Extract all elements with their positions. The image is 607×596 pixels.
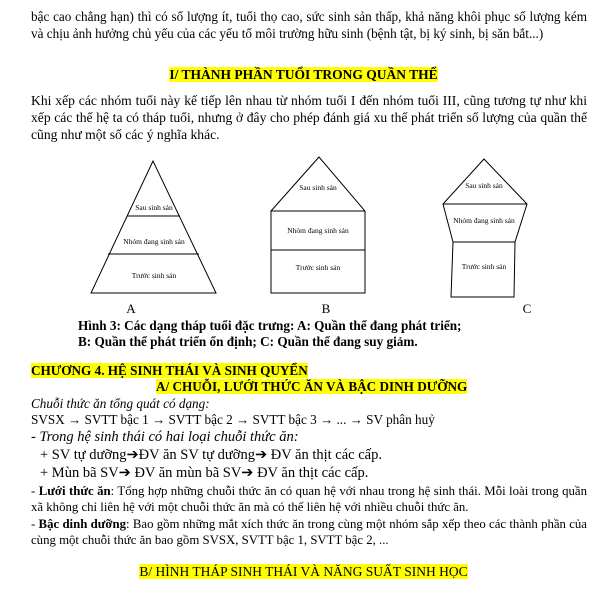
- pyramid-a-pre-label: Trước sinh sản: [131, 271, 177, 280]
- food-chain-formula: SVSX → SVTT bậc 1 → SVTT bậc 2 → SVTT bậc 3 → ... → SV phân huỷ: [31, 412, 435, 427]
- pyramid-c-repro-label: Nhóm đang sinh sản: [453, 216, 515, 225]
- trophic-paragraph: - Bậc dinh dưỡng: Bao gồm những mắt xích thức ăn trong cùng một nhóm sắp xếp theo các thành phần của cùng một chuỗi thức ăn bao gồm SVSX, SVTT bậc 1, SVTT bậc 2, ...: [31, 517, 587, 547]
- age-pyramid-figure: [0, 152, 607, 322]
- figure-caption-line2: B: Quần thể phát triển ổn định; C: Quần thể đang suy giảm.: [78, 334, 418, 349]
- section1-heading: I/ THÀNH PHẦN TUỔI TRONG QUẦN THỂ: [169, 67, 438, 82]
- pyramid-b-post-label: Sau sinh sản: [299, 183, 337, 192]
- pyramid-b-repro-label: Nhóm đang sinh sản: [287, 226, 349, 235]
- pyramid-b-pre-label: Trước sinh sản: [295, 263, 341, 272]
- chain-type-2: + Mùn bã SV➔ ĐV ăn mùn bã SV➔ ĐV ăn thịt các cấp.: [40, 465, 369, 481]
- pyramid-a-repro-label: Nhóm đang sinh sản: [123, 237, 185, 246]
- pyramid-c-label: C: [522, 301, 532, 316]
- two-types-line: - Trong hệ sinh thái có hai loại chuỗi thức ăn:: [31, 429, 299, 445]
- pyramid-a-post-label: Sau sinh sản: [135, 203, 173, 212]
- sub-heading-b: B/ HÌNH THÁP SINH THÁI VÀ NĂNG SUẤT SINH HỌC: [139, 564, 468, 579]
- pyramid-b: [271, 157, 365, 293]
- pyramid-a-label: A: [126, 301, 136, 316]
- pyramid-c-pre-label: Trước sinh sản: [461, 262, 507, 271]
- pyramid-c: [443, 159, 527, 297]
- food-chain-intro: Chuỗi thức ăn tổng quát có dạng:: [31, 396, 210, 411]
- section1-paragraph: Khi xếp các nhóm tuổi này kế tiếp lên nhau từ nhóm tuổi I đến nhóm tuổi III, cũng tương tự như khi xếp các thế hệ ta có tháp tuổi, nhưng ở đây cho phép đánh giá xu thế phát triển số lượng của quần thể cũng như một số các ý nghĩa khác.: [31, 93, 587, 142]
- food-web-text: : Tổng hợp những chuỗi thức ăn có quan hệ với nhau trong hệ sinh thái. Mỗi loài trong quần xã không chỉ liên hệ với một chuỗi thức ăn mà có thể liên hệ với nhiều chuỗi thức ăn.: [31, 484, 587, 514]
- sub-heading-a: A/ CHUỖI, LƯỚI THỨC ĂN VÀ BẬC DINH DƯỠNG: [156, 379, 468, 394]
- figure-caption-line1: Hình 3: Các dạng tháp tuổi đặc trưng: A: Quần thể đang phát triển;: [78, 318, 462, 333]
- chain-type-1: + SV tự dưỡng➔ĐV ăn SV tự dưỡng➔ ĐV ăn thịt các cấp.: [40, 447, 382, 463]
- intro-paragraph: bậc cao chẳng hạn) thì có số lượng ít, tuổi thọ cao, sức sinh sản thấp, khả năng khôi phục số lượng kém và chịu ảnh hưởng chủ yếu của các yếu tố môi trường hữu sinh (bệnh tật, bị ký sinh, bị săn bắt...): [31, 9, 587, 41]
- trophic-term: Bậc dinh dưỡng: [38, 517, 127, 531]
- food-web-term: Lưới thức ăn: [38, 484, 111, 498]
- pyramid-b-label: B: [321, 301, 331, 316]
- pyramid-c-post-label: Sau sinh sản: [465, 181, 503, 190]
- food-web-paragraph: - Lưới thức ăn: Tổng hợp những chuỗi thức ăn có quan hệ với nhau trong hệ sinh thái. Mỗi loài trong quần xã không chỉ liên hệ với một chuỗi thức ăn mà có thể liên hệ với nhiều chuỗi thức ăn.: [31, 484, 587, 514]
- chapter-heading: CHƯƠNG 4. HỆ SINH THÁI VÀ SINH QUYỂN: [31, 363, 308, 378]
- trophic-text: : Bao gồm những mắt xích thức ăn trong cùng một nhóm sắp xếp theo các thành phần của cùng một chuỗi thức ăn bao gồm SVSX, SVTT bậc 1, SVTT bậc 2, ...: [31, 517, 587, 547]
